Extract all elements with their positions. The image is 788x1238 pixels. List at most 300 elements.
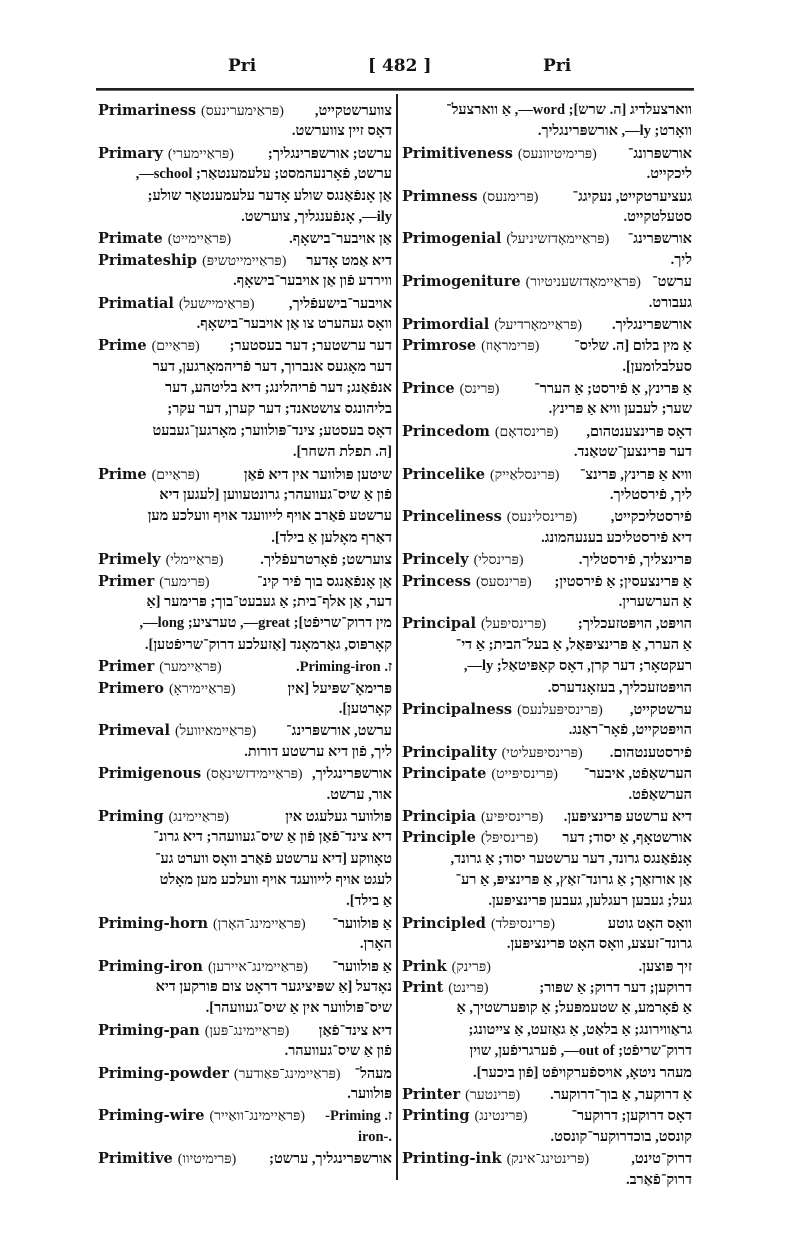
entry-first-line [402,186,692,207]
entry-first-line [402,143,692,164]
entry-continuation-line [402,164,692,185]
entry-headword-group [402,186,538,208]
entry-continuation-line [402,785,692,806]
dictionary-entry [402,1148,692,1191]
entry-first-line [98,656,392,677]
dictionary-entry [402,186,692,229]
definition-text: אַ פּרינצעסין; אַ פֿירסטין; [554,573,692,590]
pronunciation: (פּרינס) [459,382,500,398]
entry-continuation-line [402,250,692,271]
entry-headword-group [98,956,308,978]
pronunciation: (פּראַיים) [151,339,200,355]
headword: Primrose [402,337,477,355]
definition-text: געבורט. [648,294,692,311]
definition-text: ליך. [670,251,692,268]
entry-first-line [402,378,692,399]
definition-text: אַ פּרינץ, אַ פֿירסט; אַ הערר־ [534,381,692,398]
entry-headword-group [402,913,555,935]
headword: Primordial [402,315,490,333]
entry-continuation-line [98,164,392,185]
definition-text: דאָס זיין צווערשט. [291,123,392,140]
entry-headword-group [402,1084,520,1106]
dictionary-entry [402,549,692,570]
entry-first-line [98,293,392,314]
entry-first-line [402,742,692,763]
pronunciation: (פּראַיימינג־פּען) [204,1023,290,1039]
dictionary-entry [98,143,392,229]
entry-first-line [98,1063,392,1084]
entry-first-line [98,549,392,570]
definition-text: האָרן. [359,936,392,953]
headword: Principled [402,914,486,932]
dictionary-entry [402,1105,692,1148]
definition-text: .-iron [358,1128,392,1145]
dictionary-entry [98,1020,392,1063]
entry-continuation-line [98,891,392,912]
definition-text: אַ דרוקער, אַ בוך־דרוקער. [550,1086,692,1103]
definition-text: שיס־פּולווער אין אַ שיס־געוועהר]. [205,1000,392,1017]
entry-continuation-line [98,934,392,955]
dictionary-entry [98,913,392,956]
entry-continuation-line [98,528,392,549]
dictionary-entry [98,549,392,570]
dictionary-entry [402,271,692,314]
pronunciation: (פּראַיימאיוועל) [174,724,257,740]
definition-text: פֿון אַ שיס־געוועהר. [284,1043,392,1060]
headword: Primness [402,187,478,205]
entry-headword-group [402,228,609,250]
entry-first-line [98,956,392,977]
pronunciation: (פּרינסיפּעליטי) [501,745,583,761]
entry-continuation-line [98,421,392,442]
definition-text: אַן אויבער־בישאָף. [289,231,392,248]
entry-headword-group [98,1063,341,1085]
definition-text: הויפּטקייט, פֿאָר־ראַנג. [568,722,692,739]
entry-continuation-line [98,785,392,806]
pronunciation: (פּרינסלי) [473,553,524,569]
entry-continuation-line [98,485,392,506]
pronunciation: (פּראַיימיראָ) [168,681,236,697]
pronunciation: (פּרינסדאָם) [494,424,559,440]
headword: Printing [402,1107,470,1125]
definition-text: דיא ערשטע פּרינציפּען. [563,808,692,825]
entry-headword-group [402,742,583,764]
pronunciation: (פּרינסיפּעל) [480,617,547,633]
entry-headword-group [98,656,222,678]
entry-headword-group [402,143,597,165]
entry-continuation-line [402,592,692,613]
header-rule [96,88,694,91]
definition-text: ily—, אָנפֿענגליך, צוערשט. [241,208,392,225]
headword: Primary [98,144,163,162]
entry-first-line [402,464,692,485]
pronunciation: (פּראַימערינעס) [201,104,284,119]
pronunciation: (פּרינסיפּייט) [491,767,558,783]
entry-first-line [98,464,392,485]
dictionary-entry [98,228,392,249]
definition-text: סעלבלומען]. [622,358,692,375]
dictionary-entry [98,293,392,336]
definition-text: נאָדעל [אַ שפּיציגער דראָט צום פּורקען דיא [155,979,392,996]
entry-headword-group [402,806,543,828]
pronunciation: (פּראַיימינג־איירען) [207,959,308,975]
entry-headword-group [402,421,558,443]
pronunciation: (פּרינק) [451,959,491,975]
entry-first-line [402,421,692,442]
definition-text: אַ פֿאָרמע, אַ שטעמפּעל; אַ קופּערשטיך, אַ [456,1000,692,1017]
definition-text: ערשטקייט, [629,701,692,718]
pronunciation: (פּראַיימאָדזשיניעל) [506,232,610,248]
headword: Priming [98,807,164,825]
entry-continuation-line [98,1041,392,1062]
entry-headword-group [98,143,234,165]
dictionary-entry [402,506,692,549]
definition-text: ערשט; אורשפּרינגליך; [267,145,392,162]
entry-continuation-line [98,592,392,613]
definition-text: אנפֿאַנג; דער פֿריהלינג; דיא בליטהע, דער [165,380,392,397]
dictionary-entry [402,827,692,913]
headword: Principalness [402,700,513,718]
pronunciation: (פּראַיימידזשינאָס) [206,767,303,783]
entry-continuation-line [402,870,692,891]
running-head-left: Pri [228,56,257,76]
entry-first-line [98,678,392,699]
entry-first-line [98,720,392,741]
definition-text: דרוקען; דער דרוק; אַ שפּור; [539,980,692,997]
entry-headword-group [98,549,223,571]
entry-continuation-line [402,678,692,699]
definition-text: וואָס האָט גוטע [607,915,692,932]
entry-first-line [98,100,392,121]
entry-continuation-line [98,1084,392,1105]
entry-first-line [402,549,692,570]
pronunciation: (פּרינסיפּיע) [480,809,544,825]
entry-headword-group [98,100,284,122]
entry-first-line [402,228,692,249]
entry-headword-group [402,699,603,721]
definition-text: צוערשט; פֿאָרטרעפֿליך. [260,552,392,569]
entry-headword-group [98,1148,236,1170]
entry-headword-group [402,571,532,593]
headword: Prime [98,337,147,355]
entry-headword-group [402,549,524,571]
headword: Principate [402,765,487,783]
definition-text: ערשט־ [652,274,692,291]
pronunciation: (פּרינטינג־אינק) [506,1152,590,1168]
definition-text: קאָרפּוס, גאַרמאָנד [אַזעלכע דרוק־שריפֿטען]. [144,636,392,653]
headword: Principality [402,743,497,761]
headword: Priming-iron [98,957,203,975]
definition-text: אורשפּרונג־ [627,145,692,162]
dictionary-entry [98,335,392,463]
entry-continuation-line [402,656,692,677]
definition-text: ווירדע פֿון אַן אויבער־בישאָף. [233,273,392,290]
page-number: [ 482 ] [368,56,432,76]
definition-text: בליהונגס צושטאנד; דער קערן, דער עקר; [167,401,392,418]
entry-continuation-line [98,870,392,891]
dictionary-entry [402,956,692,977]
pronunciation: (פּרימיטיוונעס) [517,146,597,162]
definition-text: אָנפֿאַנגס גרונד, דער ערשטער יסוד; אַ גרונד, [450,850,692,867]
dictionary-entry [402,421,692,464]
definition-text: אַ בילד]. [346,893,392,910]
dictionary-entry [98,1063,392,1106]
definition-text: זיך פּוצען. [638,958,692,975]
definition-text: אַן אָנפֿאַנגס בוך פֿיר קינ־ [257,573,392,590]
entry-continuation-line [402,1127,692,1148]
entry-continuation-line [98,186,392,207]
entry-continuation-line [402,1020,692,1041]
dictionary-entry [402,977,692,1084]
entry-headword-group [98,571,210,593]
entry-first-line [98,250,392,271]
entry-headword-group [98,678,235,700]
definition-text: ליכקייט. [646,166,692,183]
headword: Principal [402,615,476,633]
entry-continuation-line [402,121,692,142]
entry-continuation-line [98,742,392,763]
definition-text: דרוק־פֿאַרב. [625,1171,692,1188]
definition-text: אורשטאָף, אַ יסוד; דער [562,830,692,847]
definition-text: אַ הערשערין. [618,593,692,610]
entry-first-line [402,806,692,827]
left-column [98,100,392,1170]
definition-text: פּולווער געלעגט אין [285,808,392,825]
definition-text: סטעלטקייט. [623,208,692,225]
entry-continuation-line [98,998,392,1019]
headword: Prince [402,380,455,398]
entry-continuation-line [402,207,692,228]
pronunciation: (פּראַיימינג־פּאַודער) [233,1066,341,1082]
definition-text: ערשטע פֿאַרב אויף לייוועגד אויף וועלכע מען [147,508,392,525]
definition-text: אַ מין בלום [ה. שליס־ [574,338,692,355]
entry-first-line [98,1105,392,1126]
headword: Priming-wire [98,1107,205,1125]
entry-continuation-line [98,699,392,720]
definition-text: הויפּטזעכליך, בעזאָנדערס. [547,679,692,696]
entry-first-line [402,613,692,634]
entry-headword-group [98,1020,289,1042]
pronunciation: (פּרימיטיוו) [177,1152,237,1168]
pronunciation: (פּראַיים) [151,467,200,483]
headword: Princess [402,572,471,590]
entry-first-line [402,827,692,848]
definition-text: אַ הערר, אַ פּרינציפּאַל, אַ בעל־הבית; אַ די־ [455,636,692,653]
headword: Priming-powder [98,1064,229,1082]
entry-first-line [402,699,692,720]
definition-text: דרוק־טינט, [631,1151,692,1168]
dictionary-entry [98,250,392,293]
headword: Primely [98,551,161,569]
definition-text: ליך, פֿון דיא ערשטע דורות. [244,743,392,760]
entry-headword-group [402,613,546,635]
pronunciation: (פּרימער) [159,574,210,590]
definition-text: גרונד־זעצע, וואָס האָט פּרינציפּען. [506,936,692,953]
headword: Primogeniture [402,273,521,291]
dictionary-entry [98,720,392,763]
definition-text: אַן אורזאַך; אַ גרונד־זאַץ, אַ פּרינציפּ, אַ רע־ [455,872,692,889]
entry-first-line [98,1148,392,1169]
entry-first-line [98,913,392,934]
entry-headword-group [98,806,229,828]
entry-headword-group [402,827,538,849]
pronunciation: (פּרינטינג) [474,1109,528,1125]
headword: Primogenial [402,230,502,248]
headword: Priming-horn [98,914,208,932]
pronunciation: (פּראַיימערי) [167,146,234,162]
dictionary-entry [402,613,692,699]
definition-text: דאָס פּרינצענטהום, [586,423,692,440]
entry-first-line [98,1020,392,1041]
entry-continuation-line [98,849,392,870]
entry-headword-group [402,335,539,357]
dictionary-entry [402,335,692,378]
entry-continuation-line [402,891,692,912]
entry-continuation-line [98,207,392,228]
entry-headword-group [402,314,582,336]
definition-text: צווערשטקייט, [314,103,392,119]
entry-first-line [402,913,692,934]
entry-continuation-line [402,293,692,314]
entry-continuation-line [98,378,392,399]
definition-text: אורשפּרינגליך, ערשט; [269,1151,392,1168]
entry-continuation-line [98,977,392,998]
entry-headword-group [402,977,489,999]
entry-first-line [402,571,692,592]
entry-first-line [402,763,692,784]
dictionary-entry [98,1105,392,1148]
entry-continuation-line [402,998,692,1019]
entry-headword-group [98,335,200,357]
dictionary-entry [98,100,392,143]
definition-text: דער מאָגעס אנברוך, דער פֿריהמאָרגען, דער [152,358,392,375]
entry-continuation-line [402,399,692,420]
entry-continuation-line [98,121,392,142]
entry-first-line [402,1084,692,1105]
headword: Principia [402,807,476,825]
entry-continuation-line [402,1063,692,1084]
definition-text: הערשאַפֿט. [628,786,692,803]
headword: Prime [98,465,147,483]
headword: Princedom [402,422,490,440]
definition-text: פֿון אַ שיס־געוועהר; גרונטעווען [לעגען דיא [159,487,392,504]
entry-headword-group [98,464,200,486]
entry-first-line [402,956,692,977]
definition-text: ליך, פֿירסטליך. [609,487,692,504]
dictionary-entry [402,314,692,335]
headword: Prink [402,957,447,975]
definition-text: פֿירסטענטהום. [609,744,692,761]
dictionary-entry [402,143,692,186]
entry-continuation-line [98,1127,392,1148]
definition-text: ערשט, אורשפּרינג־ [286,723,392,740]
definition-text: דיא פֿירסטליכע בענעהמונג. [541,529,692,546]
dictionary-entry [98,956,392,1020]
definition-text: ז. Priming-iron. [295,659,392,676]
entry-continuation-line [402,485,692,506]
definition-text: לעגט אויף לייוועגד אויף וועלכע מען מאָלט [159,872,392,889]
entry-continuation-line [402,849,692,870]
definition-text: גראַווירונג; אַ בלאַט, אַ גאַזעט, אַ צייטונג; [468,1021,692,1038]
entry-continuation-line [402,442,692,463]
definition-text: דרוק־שריפֿט; out of—, פֿערגריפֿען, שוין [469,1043,692,1060]
entry-first-line [402,977,692,998]
entry-first-line [98,228,392,249]
entry-first-line [402,335,692,356]
headword: Primitive [98,1150,173,1168]
dictionary-entry [98,678,392,721]
entry-headword-group [402,464,559,486]
definition-text: קונסט, בוכדרוקער־קונסט. [550,1128,692,1145]
entry-continuation-line [98,399,392,420]
entry-first-line [402,1148,692,1169]
entry-headword-group [402,1105,528,1127]
definition-text: וואָרט; ly—, אורשפּרינגליך. [537,123,692,140]
headword: Printing-ink [402,1150,502,1168]
definition-text: פֿירסטליכקייט, [610,509,692,526]
entry-headword-group [98,913,306,935]
definition-text: אורשפּרינגליך, [311,766,392,783]
definition-text: [ה. תפלת השחר]. [292,444,392,461]
headword: Primer [98,658,155,676]
dictionary-entry [98,656,392,677]
dictionary-entry [98,464,392,550]
entry-first-line [402,100,692,121]
entry-continuation-line [98,357,392,378]
definition-text: הערשאַפֿט, איבער־ [583,766,692,783]
definition-text: ווארצעלדיג [ה. שרש]; word—, אַ ווארצעל־ [446,102,692,118]
entry-continuation-line [98,271,392,292]
pronunciation: (פּראַיימייט) [167,232,232,248]
headword: Primatial [98,294,174,312]
pronunciation: (פּראַיימער) [159,660,222,676]
headword: Principle [402,829,476,847]
pronunciation: (פּראַימיישעל) [178,296,255,312]
dictionary-entry [402,742,692,763]
pronunciation: (פּרינסיפּעלנעס) [517,702,603,718]
dictionary-entry [402,100,692,143]
pronunciation: (פּרינסיפּלד) [490,916,555,932]
dictionary-entry [98,763,392,806]
entry-headword-group [402,763,558,785]
headword: Princelike [402,465,485,483]
definition-text: מעהר ניטאָ, אויספֿערקויפֿט [פֿון ביכער]. [473,1064,692,1081]
definition-text: דאָס בעסטע; צינד־פּולווער; מאָרגען־געבעט [152,422,392,439]
dictionary-entry [402,571,692,614]
definition-text: פּרימאָ־שפּיעל [אין [287,680,392,697]
definition-text: אַ פּולווער־ [332,915,392,932]
definition-text: דער, אַן אלף־בית; אַ געבעט־בוך; פּרימער [אַ [146,593,392,610]
definition-text: געציערטקייט, נעקיגג־ [572,188,692,205]
headword: Primeval [98,722,170,740]
definition-text: געל; געבען רעגלען, געבען פּרינציפּען. [488,893,692,910]
entry-first-line [402,1105,692,1126]
definition-text: אַ פּולווער־ [332,958,392,975]
entry-headword-group [98,228,231,250]
entry-headword-group [98,720,256,742]
running-head-right: Pri [543,56,572,76]
entry-first-line [402,314,692,335]
definition-text: דער פּרינצען־שטאַנד. [573,444,692,461]
pronunciation: (פּראַיימייטשיפּ) [202,253,287,269]
headword: Primigenous [98,765,202,783]
headword: Princely [402,551,469,569]
entry-headword-group [402,506,577,528]
dictionary-entry [402,806,692,827]
pronunciation: (פּרינסעס) [475,574,532,590]
definition-text: מין דרוק־שריפֿט]; great—, טערציע; long—, [139,615,392,632]
pronunciation: (פּרינט) [448,981,489,997]
